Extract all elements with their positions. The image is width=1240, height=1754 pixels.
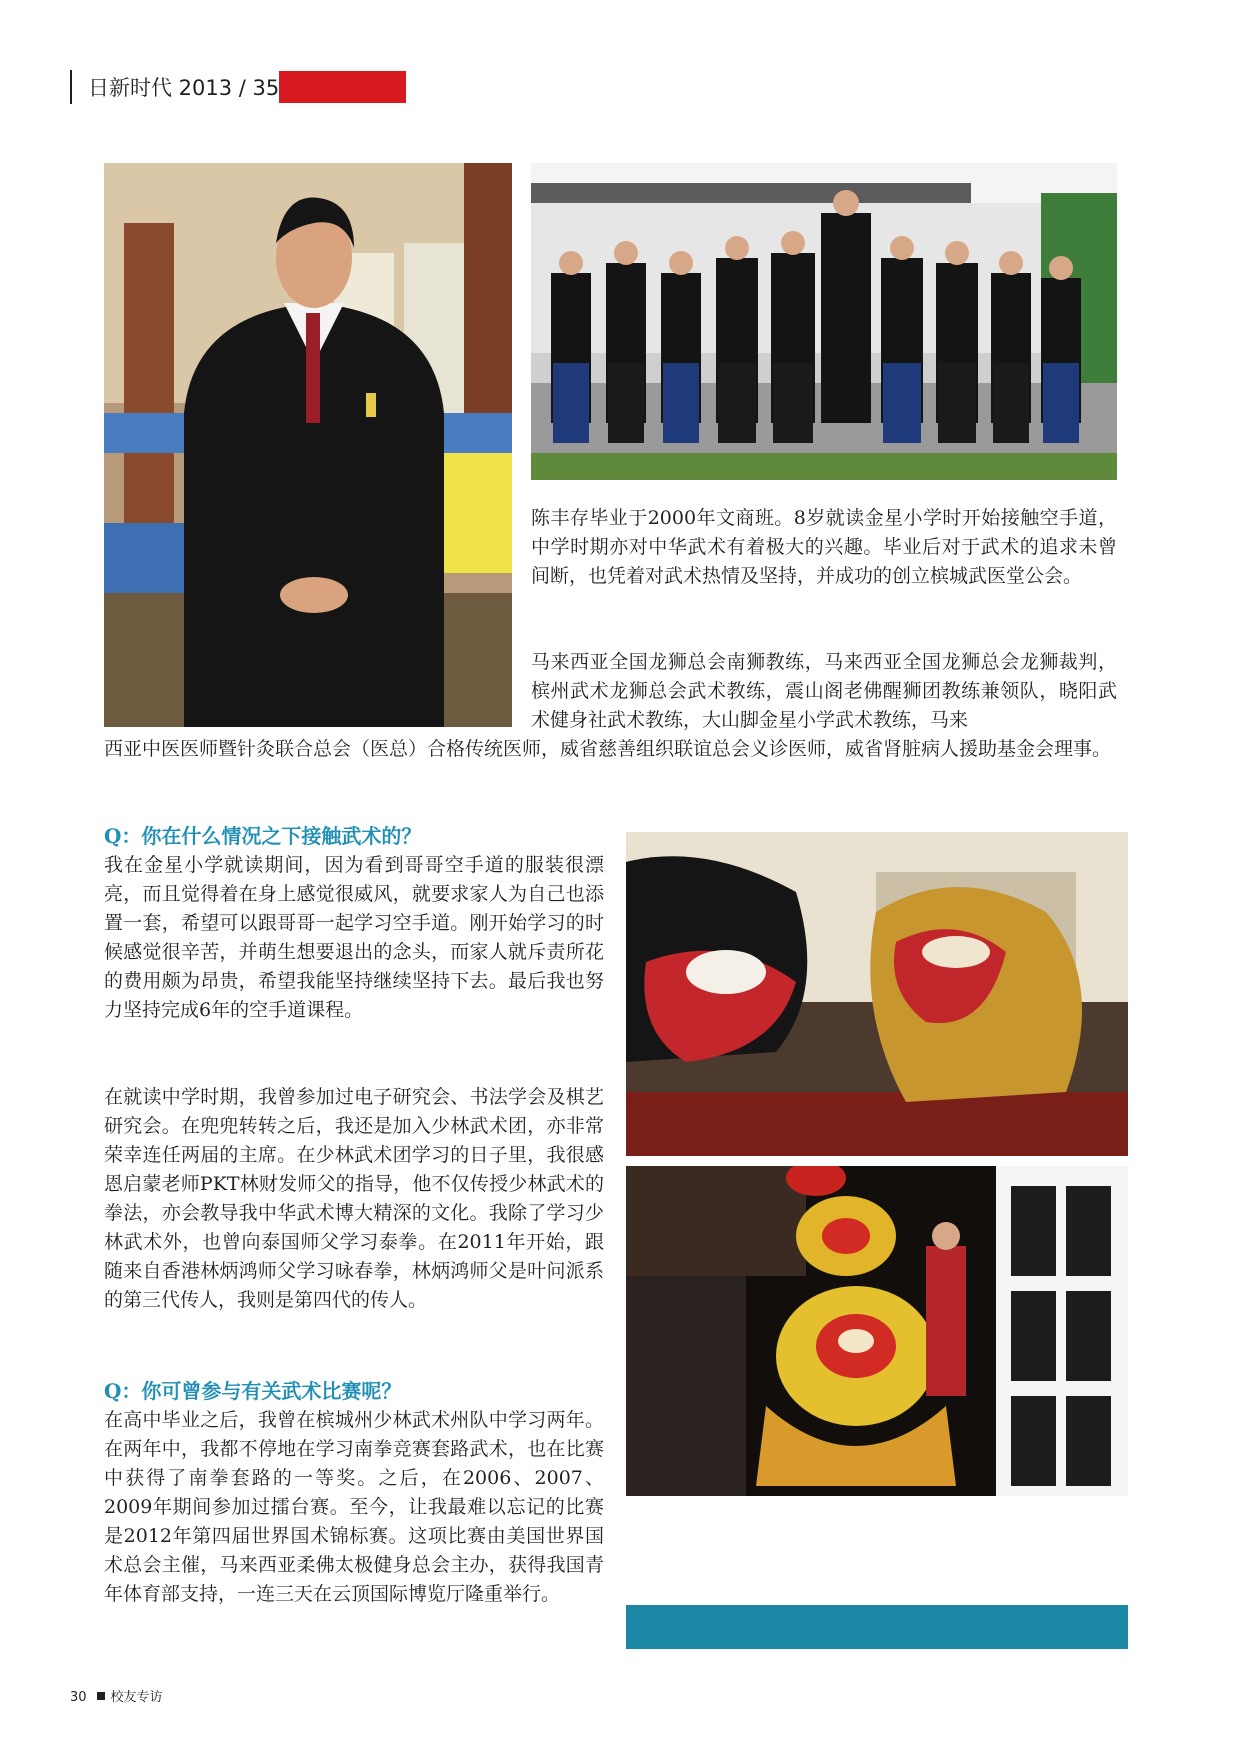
lion-dance-photo-2 [626, 1166, 1128, 1496]
answer-2-paragraph-1: 在高中毕业之后，我曾在槟城州少林武术州队中学习两年。在两年中，我都不停地在学习南拳竞赛套路武术，也在比赛中获得了南拳套路的一等奖。之后，在2006、2007、2009年期间参加过擂台赛。至今，让我最难以忘记的比赛是2012年第四届世界国术锦标赛。这项比赛由美国世界国术总会主催，马来西亚柔佛太极健身总会主办，获得我国青年体育部支持，一连三天在云顶国际博览厅隆重举行。 [104, 1409, 604, 1605]
header-red-block [279, 71, 406, 103]
footer-square-icon [97, 1692, 105, 1700]
magazine-title: 日新时代 2013 / 35 [88, 76, 280, 100]
intro-paragraph: 陈丰存毕业于2000年文商班。8岁就读金星小学时开始接触空手道，中学时期亦对中华武术有着极大的兴趣。毕业后对于武术的追求未曾间断，也凭着对武术热情及坚持，并成功的创立槟城武医堂公会。 [531, 507, 1117, 587]
section-name: 校友专访 [110, 1690, 163, 1705]
titles-paragraph-right: 马来西亚全国龙狮总会南狮教练，马来西亚全国龙狮总会龙狮裁判，槟州武术龙狮总会武术教练，震山阁老佛醒狮团教练兼领队，晓阳武术健身社武术教练，大山脚金星小学武术教练，马来 [531, 651, 1117, 731]
question-2-heading: Q：你可曾参与有关武术比赛呢？ [104, 1379, 402, 1403]
answer-1-paragraph-1: 我在金星小学就读期间，因为看到哥哥空手道的服装很漂亮，而且觉得着在身上感觉很威风，就要求家人为自己也添置一套，希望可以跟哥哥一起学习空手道。刚开始学习的时候感觉很辛苦，并萌生想要退出的念头，而家人就斥责所花的费用颇为昂贵，希望我能坚持继续坚持下去。最后我也努力坚持完成6年的空手道课程。 [104, 854, 604, 1021]
page-number: 30 [70, 1690, 87, 1705]
header-rule [70, 70, 72, 104]
group-photo [531, 163, 1117, 480]
question-1-heading: Q：你在什么情况之下接触武术的？ [104, 824, 422, 848]
page-footer [70, 1686, 163, 1705]
lion-dance-photo-1 [626, 832, 1128, 1156]
titles-paragraph-full: 西亚中医医师暨针灸联合总会（医总）合格传统医师，威省慈善组织联谊总会义诊医师，威省肾脏病人援助基金会理事。 [104, 738, 1112, 760]
portrait-photo [104, 163, 512, 727]
answer-1-paragraph-2: 在就读中学时期，我曾参加过电子研究会、书法学会及棋艺研究会。在兜兜转转之后，我还是加入少林武术团，亦非常荣幸连任两届的主席。在少林武术团学习的日子里，我很感恩启蒙老师PKT林财发师父的指导，他不仅传授少林武术的拳法，亦会教导我中华武术博大精深的文化。我除了学习少林武术外，也曾向泰国师父学习泰拳。在2011年开始，跟随来自香港林炳鸿师父学习咏春拳，林炳鸿师父是叶问派系的第三代传人，我则是第四代的传人。 [104, 1086, 604, 1311]
decorative-teal-bar [626, 1605, 1128, 1649]
